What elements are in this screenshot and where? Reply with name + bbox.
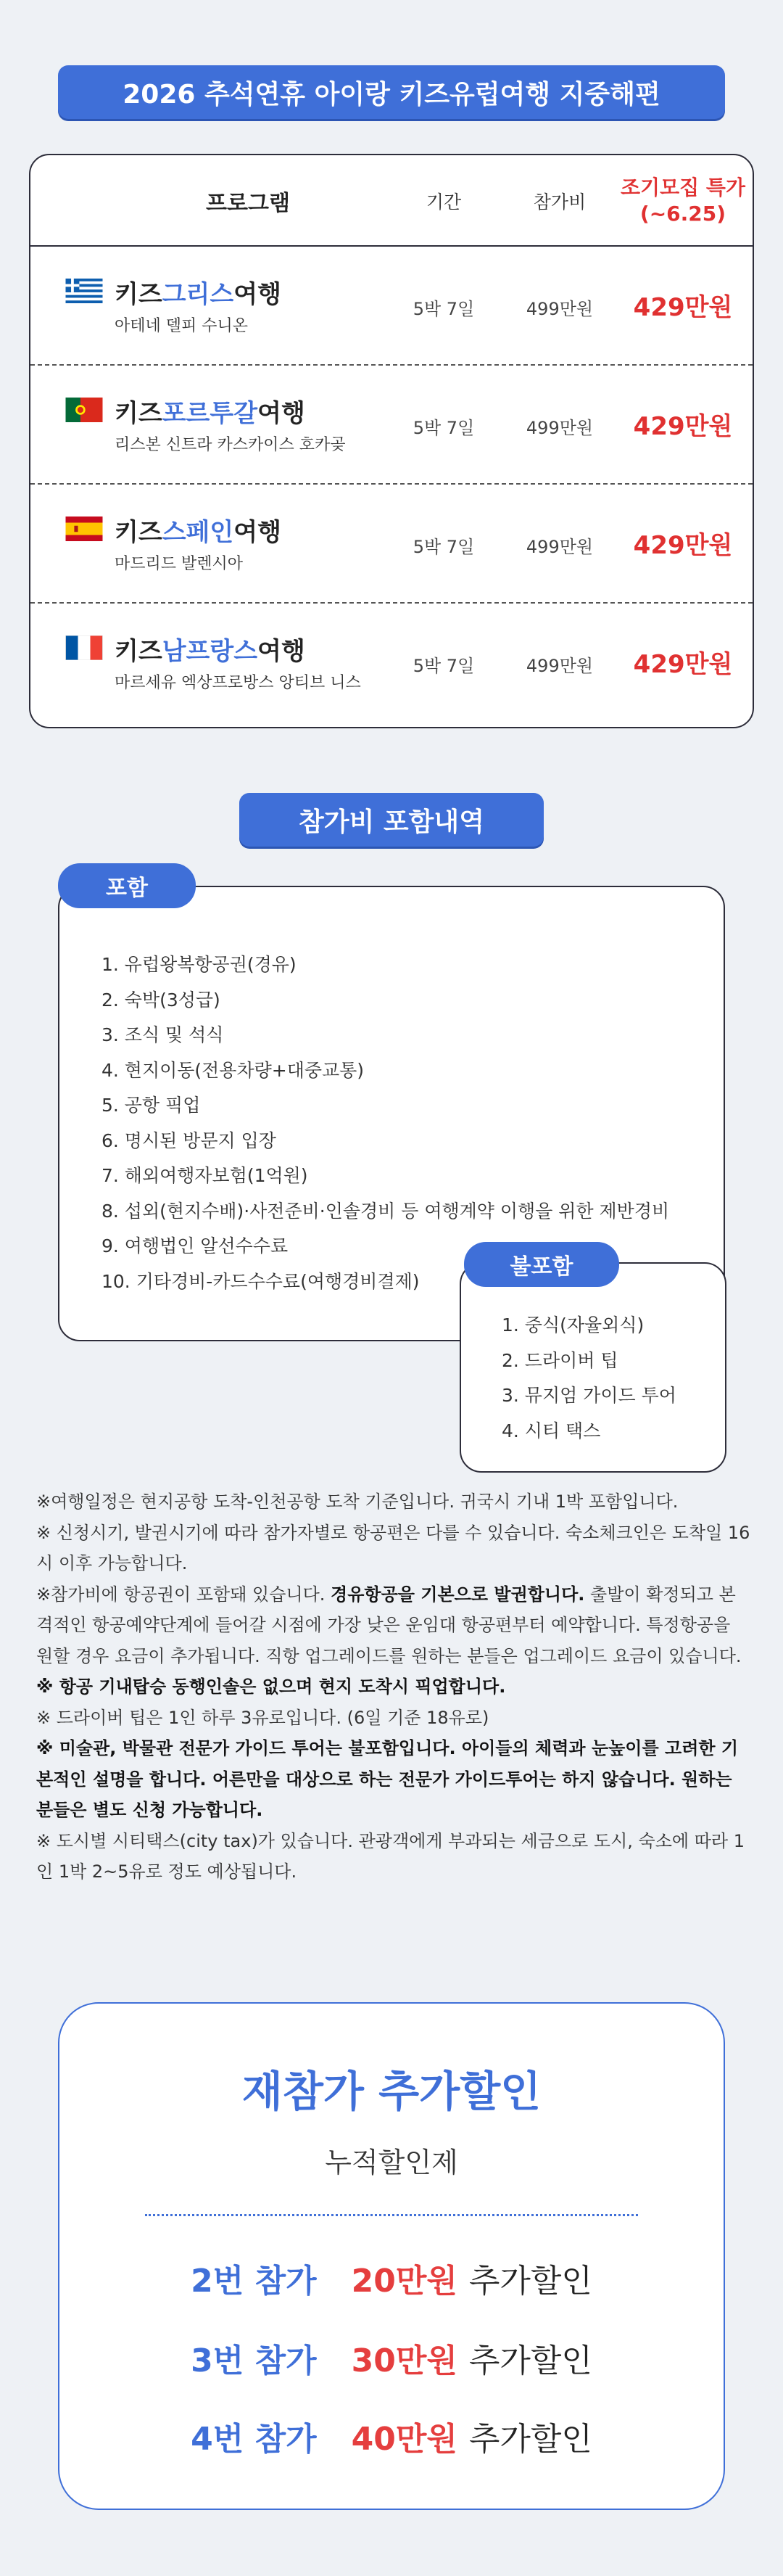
excluded-tag: 불포함 xyxy=(464,1242,619,1287)
france-flag-icon xyxy=(65,635,103,660)
header-special xyxy=(610,155,755,247)
program-country: 포르투갈 xyxy=(162,399,258,428)
discount-amount: 30만원 xyxy=(351,2342,457,2379)
header-program: 프로그램 xyxy=(206,191,290,216)
included-tag: 포함 xyxy=(58,863,196,908)
note-item xyxy=(36,1671,750,1703)
list-item: 4. 시티 택스 xyxy=(502,1420,601,1441)
table-header xyxy=(30,155,753,247)
program-name xyxy=(115,393,305,429)
discount-count: 2번 참가 xyxy=(191,2263,317,2300)
table-row[interactable] xyxy=(30,485,753,604)
program-suffix: 여행 xyxy=(257,637,305,666)
discount-title: 재참가 추가할인 xyxy=(241,2067,542,2116)
list-item: 8. 섭외(현지수배)·사전준비·인솔경비 등 여행계약 이행을 위한 제반경비 xyxy=(102,1200,670,1222)
note-text: 출발이 확정되고 본격적인 항공예약단계에 들어갈 시점에 가장 낮은 운임대 항공편부터 예약합니다. 특정항공을 원할 경우 요금이 추가됩니다. 직항 업그레이드를 원하는 분들은 업그레이드 요금이 있습니다. xyxy=(36,1584,742,1666)
price-table xyxy=(29,154,754,728)
program-prefix: 키즈 xyxy=(115,637,162,666)
note-item xyxy=(36,1579,750,1672)
table-row[interactable] xyxy=(30,247,753,366)
discount-tail: 추가할인 xyxy=(468,2342,592,2379)
program-suffix: 여행 xyxy=(233,518,281,547)
excluded-list xyxy=(502,1308,676,1449)
note-item: ※ 신청시기, 발권시기에 따라 참가자별로 항공편은 다를 수 있습니다. 숙소체크인은 도착일 16시 이후 가능합니다. xyxy=(36,1522,750,1573)
program-country: 스페인 xyxy=(162,518,234,547)
program-fee: 499만원 xyxy=(526,418,594,438)
table-row[interactable] xyxy=(30,604,753,723)
discount-divider xyxy=(145,2214,638,2216)
discount-tail: 추가할인 xyxy=(468,2421,592,2458)
program-fee: 499만원 xyxy=(526,299,594,319)
program-prefix: 키즈 xyxy=(115,280,162,309)
discount-count: 3번 참가 xyxy=(191,2342,317,2379)
program-name xyxy=(115,631,305,667)
program-prefix: 키즈 xyxy=(115,399,162,428)
table-row[interactable] xyxy=(30,366,753,485)
program-special-price: 429만원 xyxy=(633,412,733,441)
discount-tail: 추가할인 xyxy=(468,2263,592,2300)
program-cities: 마르세유 엑상프로방스 앙티브 니스 xyxy=(115,674,361,692)
list-item: 3. 뮤지엄 가이드 투어 xyxy=(502,1385,676,1406)
note-item xyxy=(36,1733,750,1826)
program-duration: 5박 7일 xyxy=(413,537,475,557)
program-special-price: 429만원 xyxy=(633,293,733,322)
list-item: 6. 명시된 방문지 입장 xyxy=(102,1129,276,1151)
list-item: 4. 현지이동(전용차량+대중교통) xyxy=(102,1059,365,1081)
discount-subtitle: 누적할인제 xyxy=(325,2147,458,2178)
list-item: 10. 기타경비-카드수수료(여행경비결제) xyxy=(102,1270,420,1292)
program-prefix: 키즈 xyxy=(115,518,162,547)
greece-flag-icon xyxy=(65,279,103,303)
program-name xyxy=(115,512,281,548)
discount-row xyxy=(58,2334,725,2381)
header-special-line2: (~6.25) xyxy=(639,202,726,226)
discount-row xyxy=(58,2413,725,2459)
note-emphasis: ※ 항공 기내탑승 동행인솔은 없으며 현지 도착시 픽업합니다. xyxy=(36,1676,506,1697)
note-item: ※여행일정은 현지공항 도착-인천공항 도착 기준입니다. 귀국시 기내 1박 포함입니다. xyxy=(36,1491,679,1512)
portugal-flag-icon xyxy=(65,398,103,422)
note-item: ※ 도시별 시티택스(city tax)가 있습니다. 관광객에게 부과되는 세금으로 도시, 숙소에 따라 1인 1박 2~5유로 정도 예상됩니다. xyxy=(36,1830,745,1882)
header-special-line1: 조기모집 특가 xyxy=(620,175,746,199)
program-special-price: 429만원 xyxy=(633,650,733,679)
page-title: 2026 추석연휴 아이랑 키즈유럽여행 지중해편 xyxy=(58,65,725,119)
program-country: 그리스 xyxy=(162,280,234,309)
program-duration: 5박 7일 xyxy=(413,656,475,676)
program-special-price: 429만원 xyxy=(633,531,733,560)
discount-row xyxy=(58,2255,725,2301)
program-suffix: 여행 xyxy=(233,280,281,309)
header-fee: 참가비 xyxy=(533,192,587,213)
program-cities: 아테네 델피 수니온 xyxy=(115,317,249,335)
list-item: 3. 조식 및 석식 xyxy=(102,1024,224,1045)
program-name xyxy=(115,274,281,310)
program-country: 남프랑스 xyxy=(162,637,258,666)
list-item: 2. 숙박(3성급) xyxy=(102,989,220,1011)
notes xyxy=(36,1486,750,1888)
program-cities: 마드리드 발렌시아 xyxy=(115,555,244,573)
discount-amount: 20만원 xyxy=(351,2263,457,2300)
spain-flag-icon xyxy=(65,517,103,541)
note-text: ※참가비에 항공권이 포함돼 있습니다. xyxy=(36,1584,331,1605)
program-suffix: 여행 xyxy=(257,399,305,428)
program-fee: 499만원 xyxy=(526,656,594,676)
list-item: 7. 해외여행자보험(1억원) xyxy=(102,1165,308,1186)
inclusions-title: 참가비 포함내역 xyxy=(239,793,544,847)
list-item: 1. 유럽왕복항공권(경유) xyxy=(102,954,297,975)
program-duration: 5박 7일 xyxy=(413,299,475,319)
program-cities: 리스본 신트라 카스카이스 호카곶 xyxy=(115,436,346,454)
note-emphasis: 경유항공을 기본으로 발권합니다. xyxy=(331,1584,585,1605)
header-duration: 기간 xyxy=(426,192,462,213)
discount-amount: 40만원 xyxy=(351,2421,457,2458)
program-fee: 499만원 xyxy=(526,537,594,557)
note-item: ※ 드라이버 팁은 1인 하루 3유로입니다. (6일 기준 18유로) xyxy=(36,1707,489,1728)
note-emphasis: ※ 미술관, 박물관 전문가 가이드 투어는 불포함입니다. 아이들의 체력과 눈높이를 고려한 기본적인 설명을 합니다. 어른만을 대상으로 하는 전문가 가이드투어는 하지 않습니다. 원하는 분들은 별도 신청 가능합니다. xyxy=(36,1738,739,1820)
list-item: 9. 여행법인 알선수수료 xyxy=(102,1235,289,1256)
list-item: 2. 드라이버 팁 xyxy=(502,1349,618,1371)
list-item: 1. 중식(자율외식) xyxy=(502,1314,645,1336)
list-item: 5. 공항 픽업 xyxy=(102,1095,201,1116)
program-duration: 5박 7일 xyxy=(413,418,475,438)
discount-count: 4번 참가 xyxy=(191,2421,317,2458)
